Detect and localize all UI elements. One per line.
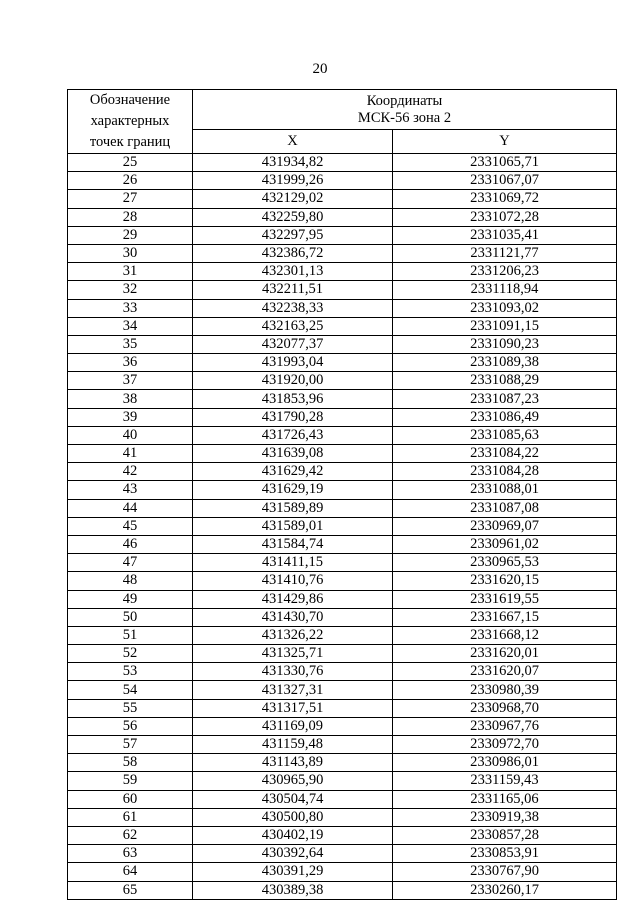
table-row <box>68 517 617 535</box>
table-row <box>68 772 617 790</box>
x-cell: 431327,31 <box>193 681 393 699</box>
table-row <box>68 226 617 244</box>
y-cell: 2331093,02 <box>393 299 617 317</box>
point-cell: 59 <box>68 772 193 790</box>
point-cell: 31 <box>68 263 193 281</box>
table-row <box>68 463 617 481</box>
point-cell: 33 <box>68 299 193 317</box>
point-header-line-3: точек границ <box>89 134 171 150</box>
y-cell: 2331090,23 <box>393 335 617 353</box>
table-row <box>68 281 617 299</box>
table-row <box>68 172 617 190</box>
point-header-line-2: характерных <box>90 113 170 129</box>
point-cell: 48 <box>68 572 193 590</box>
x-cell: 430402,19 <box>193 826 393 844</box>
point-cell: 52 <box>68 645 193 663</box>
coordinates-title: Координаты <box>366 92 443 109</box>
y-cell: 2330986,01 <box>393 754 617 772</box>
x-column-header: X <box>193 130 393 154</box>
point-cell: 58 <box>68 754 193 772</box>
x-cell: 431589,01 <box>193 517 393 535</box>
point-cell: 46 <box>68 535 193 553</box>
y-cell: 2330919,38 <box>393 808 617 826</box>
x-cell: 430500,80 <box>193 808 393 826</box>
point-cell: 34 <box>68 317 193 335</box>
point-cell: 26 <box>68 172 193 190</box>
point-cell: 55 <box>68 699 193 717</box>
y-cell: 2331085,63 <box>393 426 617 444</box>
table-row <box>68 408 617 426</box>
x-cell: 432129,02 <box>193 190 393 208</box>
y-cell: 2331087,08 <box>393 499 617 517</box>
point-cell: 25 <box>68 154 193 172</box>
table-row <box>68 335 617 353</box>
y-cell: 2331084,22 <box>393 445 617 463</box>
y-cell: 2331121,77 <box>393 244 617 262</box>
x-cell: 431325,71 <box>193 645 393 663</box>
point-header-line-1: Обозначение <box>89 92 171 108</box>
x-cell: 431999,26 <box>193 172 393 190</box>
x-cell: 431143,89 <box>193 754 393 772</box>
point-cell: 43 <box>68 481 193 499</box>
x-cell: 432211,51 <box>193 281 393 299</box>
table-row <box>68 426 617 444</box>
table-row <box>68 881 617 899</box>
y-cell: 2331035,41 <box>393 226 617 244</box>
x-cell: 432297,95 <box>193 226 393 244</box>
y-cell: 2330857,28 <box>393 826 617 844</box>
point-cell: 44 <box>68 499 193 517</box>
table-row <box>68 699 617 717</box>
point-cell: 47 <box>68 554 193 572</box>
table-row <box>68 535 617 553</box>
y-cell: 2331069,72 <box>393 190 617 208</box>
y-cell: 2331620,15 <box>393 572 617 590</box>
point-cell: 45 <box>68 517 193 535</box>
x-cell: 432386,72 <box>193 244 393 262</box>
table-row <box>68 372 617 390</box>
y-cell: 2331620,07 <box>393 663 617 681</box>
y-cell: 2331088,01 <box>393 481 617 499</box>
y-cell: 2330969,07 <box>393 517 617 535</box>
table-row <box>68 590 617 608</box>
x-cell: 432259,80 <box>193 208 393 226</box>
x-cell: 431410,76 <box>193 572 393 590</box>
x-cell: 431159,48 <box>193 736 393 754</box>
x-cell: 431589,89 <box>193 499 393 517</box>
point-column-header <box>68 90 193 154</box>
x-cell: 431629,42 <box>193 463 393 481</box>
point-cell: 63 <box>68 845 193 863</box>
x-cell: 431790,28 <box>193 408 393 426</box>
point-cell: 38 <box>68 390 193 408</box>
y-cell: 2331084,28 <box>393 463 617 481</box>
coordinate-system-label: МСК-56 зона 2 <box>357 109 452 126</box>
x-cell: 431920,00 <box>193 372 393 390</box>
point-cell: 41 <box>68 445 193 463</box>
x-cell: 431584,74 <box>193 535 393 553</box>
x-cell: 432077,37 <box>193 335 393 353</box>
x-cell: 431317,51 <box>193 699 393 717</box>
table-row <box>68 863 617 881</box>
point-cell: 62 <box>68 826 193 844</box>
point-cell: 61 <box>68 808 193 826</box>
y-cell: 2330767,90 <box>393 863 617 881</box>
x-cell: 430504,74 <box>193 790 393 808</box>
table-row <box>68 263 617 281</box>
y-cell: 2331091,15 <box>393 317 617 335</box>
point-cell: 60 <box>68 790 193 808</box>
table-row <box>68 244 617 262</box>
y-column-header: Y <box>393 130 617 154</box>
y-cell: 2330972,70 <box>393 736 617 754</box>
table-row <box>68 681 617 699</box>
table-row <box>68 154 617 172</box>
table-row <box>68 626 617 644</box>
y-cell: 2330961,02 <box>393 535 617 553</box>
x-cell: 432238,33 <box>193 299 393 317</box>
table-row <box>68 572 617 590</box>
y-cell: 2331620,01 <box>393 645 617 663</box>
point-cell: 30 <box>68 244 193 262</box>
x-cell: 430965,90 <box>193 772 393 790</box>
y-cell: 2331086,49 <box>393 408 617 426</box>
point-cell: 36 <box>68 354 193 372</box>
point-cell: 32 <box>68 281 193 299</box>
y-cell: 2331118,94 <box>393 281 617 299</box>
x-cell: 431726,43 <box>193 426 393 444</box>
table-row <box>68 845 617 863</box>
y-cell: 2330967,76 <box>393 717 617 735</box>
x-cell: 431639,08 <box>193 445 393 463</box>
point-cell: 49 <box>68 590 193 608</box>
y-cell: 2331668,12 <box>393 626 617 644</box>
point-cell: 65 <box>68 881 193 899</box>
point-cell: 53 <box>68 663 193 681</box>
x-cell: 431330,76 <box>193 663 393 681</box>
y-cell: 2330980,39 <box>393 681 617 699</box>
coordinates-table-body <box>68 154 617 900</box>
table-row <box>68 208 617 226</box>
table-row <box>68 608 617 626</box>
y-cell: 2331067,07 <box>393 172 617 190</box>
x-cell: 431169,09 <box>193 717 393 735</box>
table-row <box>68 717 617 735</box>
point-cell: 40 <box>68 426 193 444</box>
y-cell: 2331088,29 <box>393 372 617 390</box>
x-cell: 430392,64 <box>193 845 393 863</box>
page-number: 20 <box>312 61 328 77</box>
point-cell: 64 <box>68 863 193 881</box>
x-cell: 431993,04 <box>193 354 393 372</box>
x-cell: 431326,22 <box>193 626 393 644</box>
x-cell: 431429,86 <box>193 590 393 608</box>
table-row <box>68 354 617 372</box>
table-row <box>68 390 617 408</box>
x-cell: 432301,13 <box>193 263 393 281</box>
table-row <box>68 790 617 808</box>
x-cell: 430389,38 <box>193 881 393 899</box>
table-row <box>68 754 617 772</box>
y-cell: 2330260,17 <box>393 881 617 899</box>
x-cell: 431430,70 <box>193 608 393 626</box>
x-cell: 431629,19 <box>193 481 393 499</box>
point-cell: 51 <box>68 626 193 644</box>
table-row <box>68 736 617 754</box>
coordinates-header <box>193 90 617 130</box>
y-cell: 2331619,55 <box>393 590 617 608</box>
x-cell: 431934,82 <box>193 154 393 172</box>
y-cell: 2330968,70 <box>393 699 617 717</box>
point-cell: 37 <box>68 372 193 390</box>
table-row <box>68 481 617 499</box>
y-cell: 2331089,38 <box>393 354 617 372</box>
table-row <box>68 808 617 826</box>
point-cell: 27 <box>68 190 193 208</box>
table-row <box>68 645 617 663</box>
table-row <box>68 299 617 317</box>
point-cell: 50 <box>68 608 193 626</box>
point-cell: 39 <box>68 408 193 426</box>
y-cell: 2331165,06 <box>393 790 617 808</box>
x-cell: 431411,15 <box>193 554 393 572</box>
x-cell: 432163,25 <box>193 317 393 335</box>
point-cell: 28 <box>68 208 193 226</box>
table-row <box>68 554 617 572</box>
point-cell: 29 <box>68 226 193 244</box>
x-cell: 430391,29 <box>193 863 393 881</box>
x-cell: 431853,96 <box>193 390 393 408</box>
table-row <box>68 445 617 463</box>
y-cell: 2331072,28 <box>393 208 617 226</box>
coordinates-table <box>67 89 617 900</box>
table-row <box>68 826 617 844</box>
y-cell: 2331667,15 <box>393 608 617 626</box>
table-row <box>68 499 617 517</box>
y-cell: 2331159,43 <box>393 772 617 790</box>
y-cell: 2331065,71 <box>393 154 617 172</box>
y-cell: 2330965,53 <box>393 554 617 572</box>
table-row <box>68 663 617 681</box>
point-cell: 35 <box>68 335 193 353</box>
point-cell: 56 <box>68 717 193 735</box>
y-cell: 2331206,23 <box>393 263 617 281</box>
point-cell: 54 <box>68 681 193 699</box>
y-cell: 2331087,23 <box>393 390 617 408</box>
y-cell: 2330853,91 <box>393 845 617 863</box>
point-cell: 57 <box>68 736 193 754</box>
point-cell: 42 <box>68 463 193 481</box>
table-row <box>68 317 617 335</box>
table-row <box>68 190 617 208</box>
